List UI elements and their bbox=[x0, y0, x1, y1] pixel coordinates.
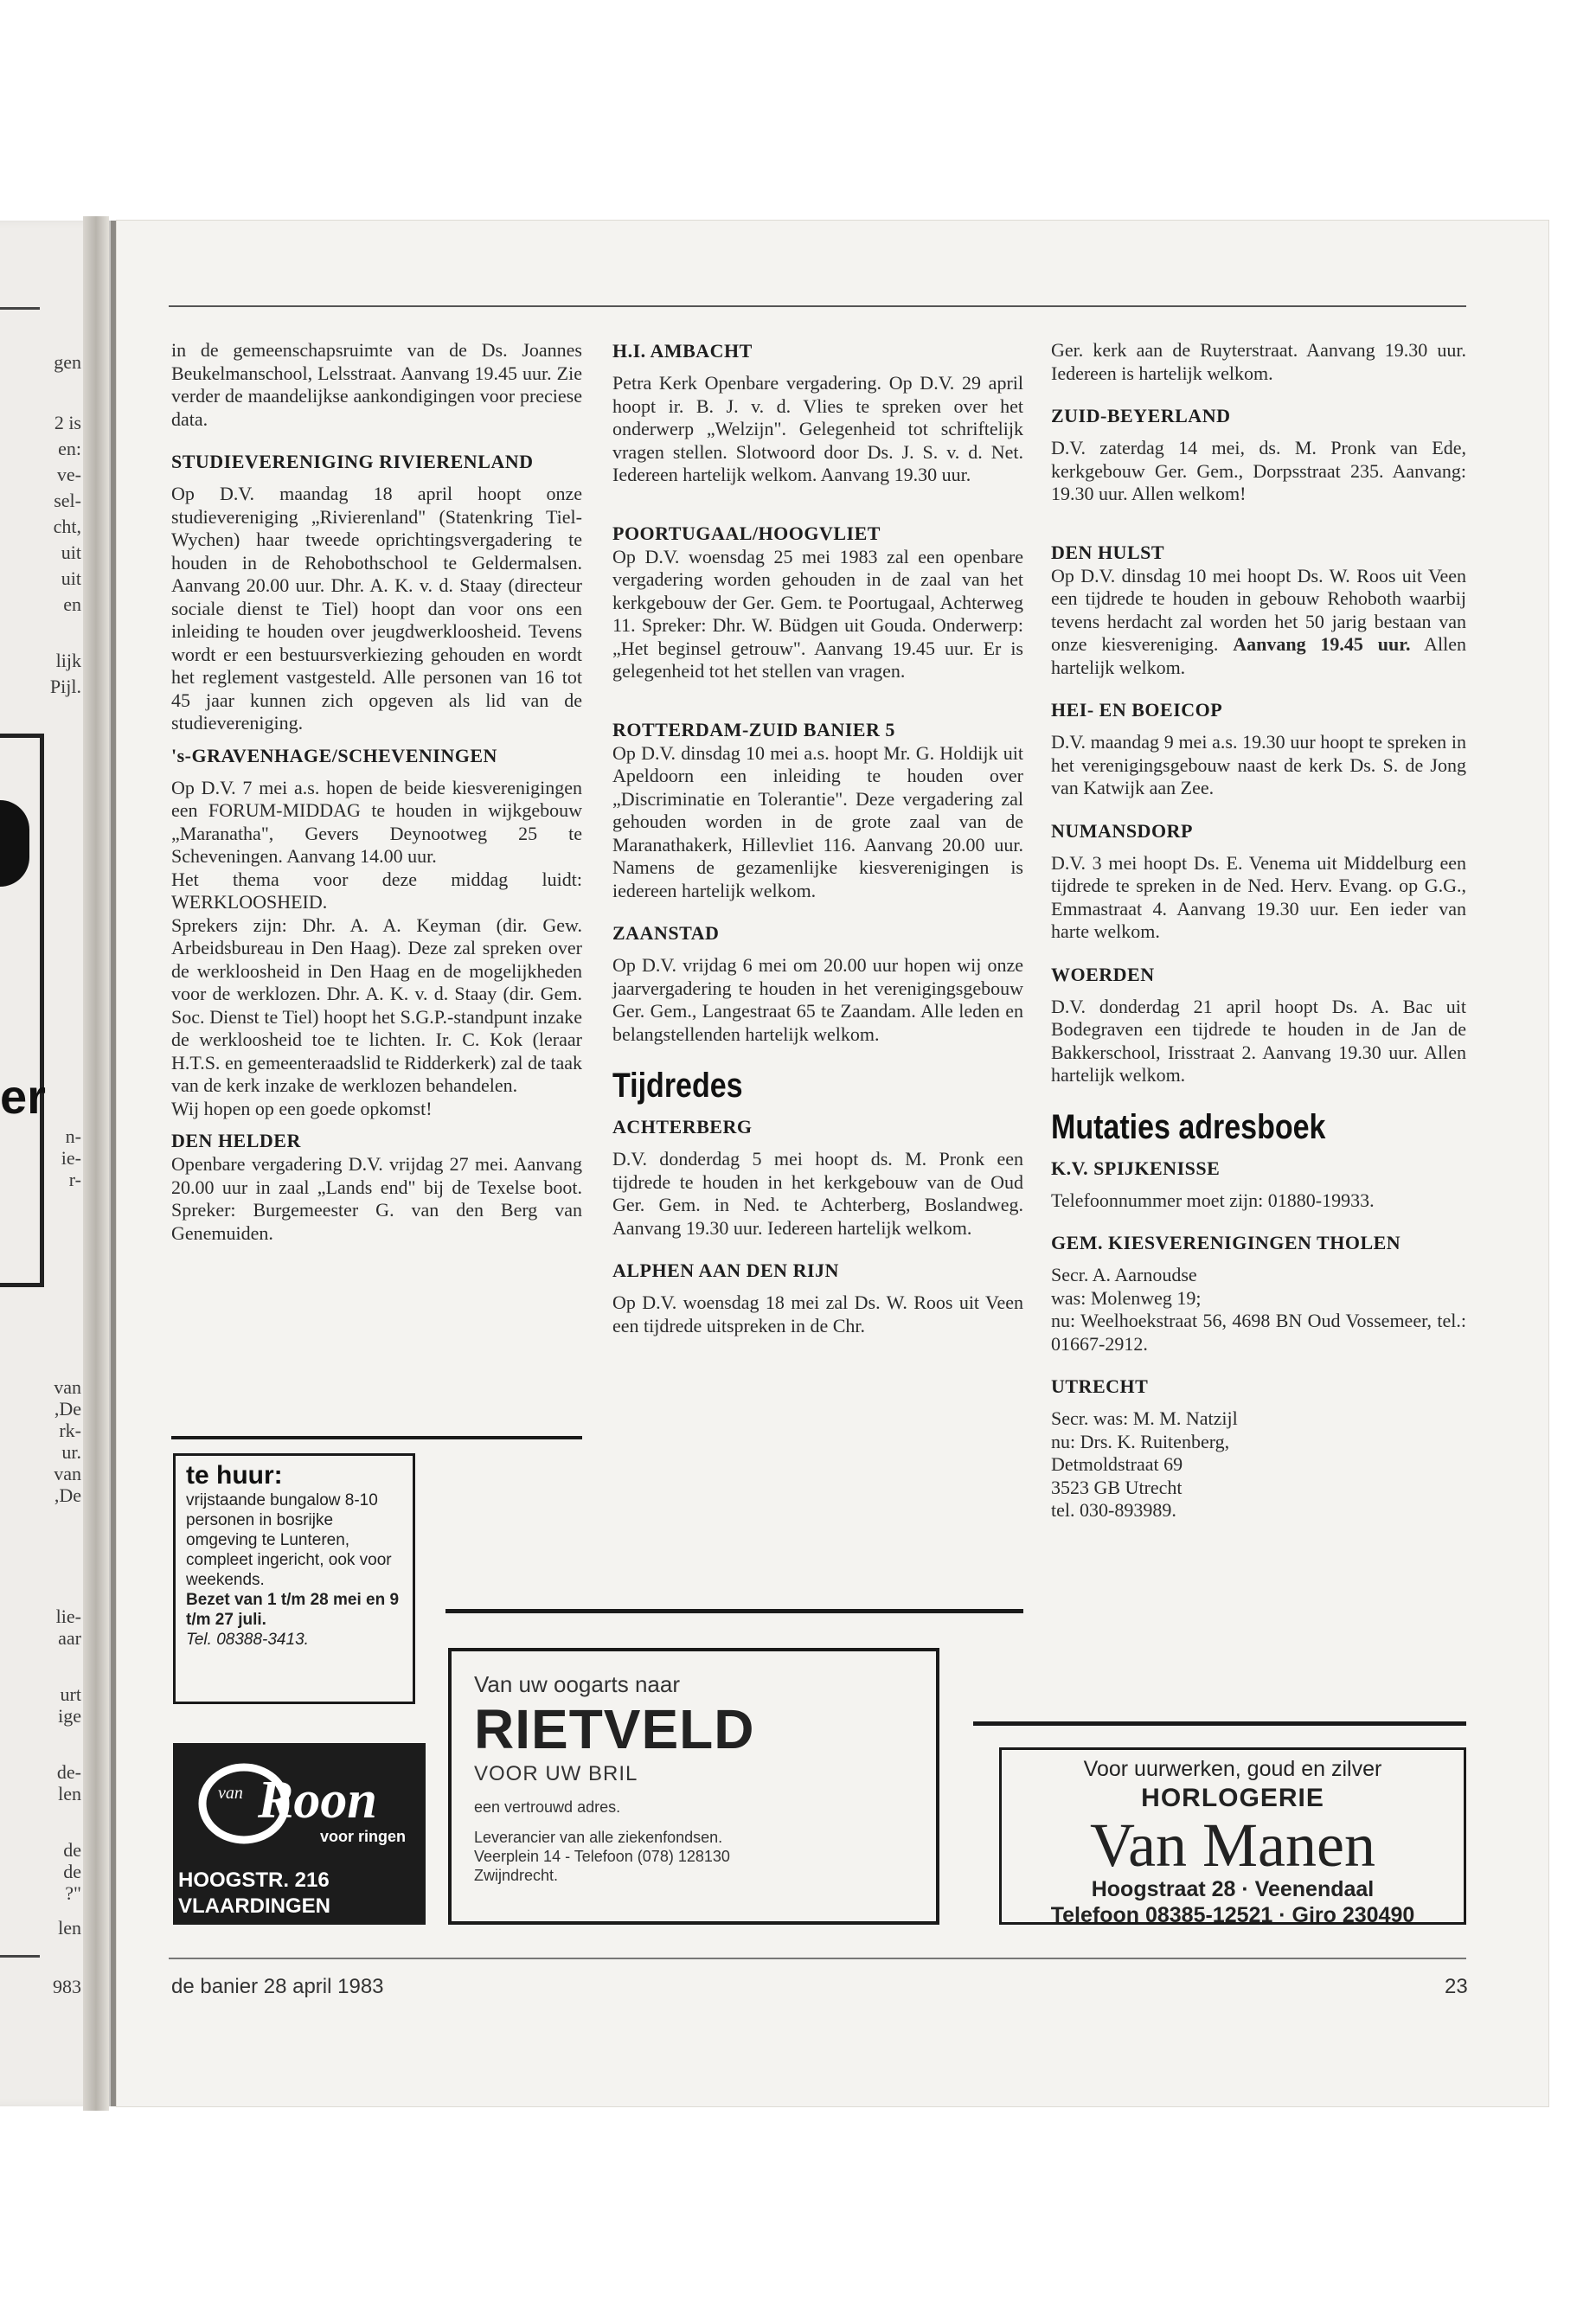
left-page-text-line: r- bbox=[68, 1169, 81, 1190]
left-page-text-line: sel- bbox=[54, 490, 81, 511]
paragraph-hi-ambacht: Petra Kerk Openbare vergadering. Op D.V. 29 april hoopt ir. B. J. v. d. Vlies te spreken over het onderwerp „Welzijn". Gelegenheid tot schriftelijk vragen stellen. Slotwoord door Ds. J. S. v. d. Net. Iedereen hartelijk welkom. Aanvang 19.30 uur. bbox=[612, 372, 1023, 485]
column-3 bbox=[1051, 339, 1466, 1522]
left-page-text-line: ie- bbox=[61, 1147, 81, 1169]
horlogerie-brand: Van Manen bbox=[1090, 1811, 1375, 1880]
heading-den-helder: DEN HELDER bbox=[171, 1130, 301, 1151]
left-page-text-line: ?" bbox=[65, 1882, 81, 1904]
ad-te-huur bbox=[173, 1453, 415, 1704]
paragraph-studievereniging: Op D.V. maandag 18 april hoopt onze studievereniging „Rivierenland" (Statenkring Tiel-Wychen) haar tweede oprichtingsvergadering te houden in de Rehobothschool te Geldermalsen. Aanvang 20.00 uur. Dhr. A. K. v. d. Staay (directeur sociale dienst te Tiel) hoopt dan voor ons een inleiding te houden over jeugdwerkloosheid. Tevens wordt er een bestuursverkiezing gehouden en wordt het reglement vastgesteld. Alle personen van 16 tot 45 jaar kunnen zich opgeven als lid van de studievereniging. bbox=[171, 483, 582, 734]
den-hulst-bold: Aanvang 19.45 uur. bbox=[1233, 633, 1411, 655]
heading-zuid-beyerland: ZUID-BEYERLAND bbox=[1051, 405, 1231, 426]
heading-rotterdam-zuid: ROTTERDAM-ZUID BANIER 5 bbox=[612, 718, 895, 740]
heading-tijdredes: Tijdredes bbox=[612, 1067, 743, 1105]
ad-horlogerie-van-manen bbox=[999, 1747, 1466, 1925]
column-2-rule bbox=[445, 1609, 1023, 1613]
left-page-text-line: urt bbox=[60, 1683, 81, 1705]
left-page-heading-fragment: er bbox=[0, 1069, 46, 1124]
heading-numansdorp: NUMANSDORP bbox=[1051, 819, 1193, 842]
column-1-rule bbox=[171, 1436, 582, 1439]
left-page-text-line: aar bbox=[58, 1627, 81, 1649]
paragraph-gravenhage-4: Wij hopen op een goede opkomst! bbox=[171, 1097, 433, 1119]
left-page-text-line: en: bbox=[58, 438, 81, 459]
heading-alphen: ALPHEN AAN DEN RIJN bbox=[612, 1259, 839, 1281]
van-roon-small-word: van bbox=[218, 1784, 243, 1803]
paragraph-gravenhage-1: Op D.V. 7 mei a.s. hopen de beide kiesverenigingen een FORUM-MIDDAG te houden in wijkgebouw „Maranatha", Gevers Deynootweg 25 te Scheveningen. Aanvang 14.00 uur. bbox=[171, 776, 582, 867]
rietveld-line-4: een vertrouwd adres. bbox=[474, 1798, 621, 1816]
paragraph-poortugaal: Op D.V. woensdag 25 mei 1983 zal een openbare vergadering worden gehouden in de zaal van het kerkgebouw der Ger. Gem. te Poortugaal, Achterweg 11. Spreker: Dhr. W. Büdgen uit Gouda. Onderwerp: „Het beginsel getrouw". Aanvang 19.45 uur. Er is gelegenheid tot het stellen van vragen. bbox=[612, 545, 1023, 682]
left-page-text-line: Pijl. bbox=[49, 676, 81, 697]
heading-den-hulst: DEN HULST bbox=[1051, 541, 1165, 563]
den-hulst-end: Allen hartelijk welkom. bbox=[1051, 633, 1466, 678]
paragraph-den-helder: Openbare vergadering D.V. vrijdag 27 mei. Aanvang 20.00 uur in zaal „Lands end" bij de Texelse boot. Spreker: Burgemeester G. van den Berg van Genemuiden. bbox=[171, 1153, 582, 1244]
left-page-rule bbox=[0, 307, 40, 310]
paragraph-rotterdam-zuid: Op D.V. dinsdag 10 mei a.s. hoopt Mr. G. Holdijk uit Apeldoorn een inleiding te houden over „Discriminatie en Tolerantie". Deze vergadering zal gehouden worden in de grote zaal van de Maranathakerk, Hillevliet 116. Aanvang 20.00 uur. Namens de gezamenlijke kiesverenigingen is iedereen hartelijk welkom. bbox=[612, 741, 1023, 901]
ad-te-huur-dates: Bezet van 1 t/m 28 mei en 9 t/m 27 juli. bbox=[186, 1591, 400, 1629]
column-2 bbox=[612, 339, 1023, 1337]
paragraph-zuid-beyerland: D.V. zaterdag 14 mei, ds. M. Pronk van Ede, kerkgebouw Ger. Gem., Dorpsstraat 235. Aanvang: 19.30 uur. Allen welkom! bbox=[1051, 437, 1466, 504]
utrecht-line-3: Detmoldstraat 69 bbox=[1051, 1453, 1183, 1475]
ad-rietveld bbox=[448, 1648, 939, 1925]
tholen-line-1: Secr. A. Aarnoudse bbox=[1051, 1264, 1197, 1285]
paragraph-gravenhage-3: Sprekers zijn: Dhr. A. A. Keyman (dir. Gew. Arbeidsbureau in Den Haag). Deze zal spreken over de werkloosheid in Den Haag en de mogelijkheden voor de werklozen. Dhr. A. K. v. d. Staay (dir. Gem. Soc. Dienst te Tiel) hoopt het S.G.P.-standpunt inzake de werkloosheid toe te lichten. Ir. C. Kok (leraar H.T.S. en gemeenteraadslid te Ridderkerk) zal de taak van de kerk inzake de werklozen behandelen. bbox=[171, 913, 582, 1096]
utrecht-line-1: Secr. was: M. M. Natzijl bbox=[1051, 1407, 1238, 1429]
heading-tholen: GEM. KIESVERENIGINGEN THOLEN bbox=[1051, 1232, 1401, 1253]
left-page-text-line: uit bbox=[61, 542, 81, 563]
left-page-text-line: cht, bbox=[53, 516, 81, 537]
paragraph-gravenhage-2: Het thema voor deze middag luidt: WERKLOOSHEID. bbox=[171, 868, 582, 913]
left-page-text-line: gen bbox=[54, 351, 81, 373]
paragraph-woerden: D.V. donderdag 21 april hoopt Ds. A. Bac uit Bodegraven een tijdrede te houden in de Jan de Bakkerschool, Irisstraat 2. Aanvang 19.30 uur. Allen hartelijk welkom. bbox=[1051, 995, 1466, 1086]
left-page-text-line: ige bbox=[58, 1705, 81, 1727]
heading-mutaties: Mutaties adresboek bbox=[1051, 1107, 1326, 1146]
horlogerie-address: Hoogstraat 28 · Veenendaal bbox=[1091, 1877, 1375, 1901]
left-page-text-line: lie- bbox=[55, 1606, 81, 1627]
heading-studievereniging: STUDIEVERENIGING RIVIERENLAND bbox=[171, 451, 534, 472]
left-page-text-line: ,De bbox=[54, 1484, 81, 1506]
left-page-text-line: ve- bbox=[56, 464, 81, 485]
horlogerie-line-1: Voor uurwerken, goud en zilver bbox=[1083, 1757, 1382, 1781]
paragraph-numansdorp: D.V. 3 mei hoopt Ds. E. Venema uit Middelburg een tijdrede te spreken in de Ned. Herv. Evang. op G.G., Emmastraat 4. Aanvang 19.30 uur. Een ieder van harte welkom. bbox=[1051, 851, 1466, 942]
heading-achterberg: ACHTERBERG bbox=[612, 1116, 753, 1138]
heading-poortugaal: POORTUGAAL/HOOGVLIET bbox=[612, 522, 881, 544]
horlogerie-phone: Telefoon 08385-12521 · Giro 230490 bbox=[1050, 1903, 1415, 1927]
left-page-text-line: ur. bbox=[61, 1441, 81, 1463]
left-page-text-line: n- bbox=[65, 1125, 81, 1147]
horlogerie-heading: HORLOGERIE bbox=[1141, 1784, 1324, 1812]
rietveld-line-1: Van uw oogarts naar bbox=[474, 1671, 680, 1697]
left-page-text-line: rk- bbox=[59, 1420, 81, 1441]
page-number: 23 bbox=[1445, 1975, 1468, 1998]
left-page-text-line: van bbox=[54, 1376, 81, 1398]
left-page-text-line: uit bbox=[61, 567, 81, 589]
footer-rule bbox=[169, 1958, 1466, 1959]
left-page-text-line: de bbox=[63, 1861, 81, 1882]
heading-spijkenisse: K.V. SPIJKENISSE bbox=[1051, 1157, 1221, 1179]
van-roon-tagline: voor ringen bbox=[320, 1828, 407, 1845]
van-roon-logo-icon bbox=[190, 1752, 415, 1864]
book-spine bbox=[83, 216, 109, 2111]
rietveld-line-3: VOOR UW BRIL bbox=[474, 1762, 638, 1785]
left-page-text-line: de- bbox=[56, 1761, 81, 1783]
paragraph-den-hulst bbox=[1051, 565, 1466, 680]
heading-hei-boeicop: HEI- EN BOEICOP bbox=[1051, 699, 1223, 721]
rietveld-line-6: Veerplein 14 - Telefoon (078) 128130 bbox=[474, 1848, 730, 1865]
heading-hi-ambacht: H.I. AMBACHT bbox=[612, 340, 753, 362]
paragraph-hei-boeicop: D.V. maandag 9 mei a.s. 19.30 uur hoopt te spreken in het verenigingsgebouw naast de kerk Ds. S. de Jong van Katwijk aan Zee. bbox=[1051, 731, 1466, 798]
utrecht-line-4: 3523 GB Utrecht bbox=[1051, 1476, 1183, 1498]
utrecht-line-2: nu: Drs. K. Ruitenberg, bbox=[1051, 1430, 1230, 1452]
rietveld-line-5: Leverancier van alle ziekenfondsen. bbox=[474, 1829, 723, 1846]
tholen-line-2: was: Molenweg 19; bbox=[1051, 1286, 1202, 1309]
column-1 bbox=[171, 339, 582, 1245]
left-page-text-line: len bbox=[58, 1783, 81, 1804]
paragraph-zaanstad: Op D.V. vrijdag 6 mei om 20.00 uur hopen wij onze jaarvergadering te houden in het verenigingsgebouw Ger. Gem., Langestraat 65 te Zaandam. Alle leden en belangstellenden hartelijk welkom. bbox=[612, 954, 1023, 1045]
tholen-line-3: nu: Weelhoekstraat 56, 4698 BN Oud Vossemeer, tel.: 01667-2912. bbox=[1051, 1310, 1466, 1355]
column-3-rule bbox=[973, 1721, 1466, 1726]
heading-zaanstad: ZAANSTAD bbox=[612, 922, 720, 944]
heading-woerden: WOERDEN bbox=[1051, 963, 1155, 985]
ad-te-huur-title: te huur: bbox=[186, 1461, 283, 1490]
paragraph-alphen: Op D.V. woensdag 18 mei zal Ds. W. Roos uit Veen een tijdrede uitspreken in de Chr. bbox=[612, 1292, 1023, 1336]
utrecht-line-5: tel. 030-893989. bbox=[1051, 1499, 1176, 1521]
van-roon-address-2: VLAARDINGEN bbox=[178, 1894, 331, 1918]
paragraph-achterberg: D.V. donderdag 5 mei hoopt ds. M. Pronk een tijdrede te houden in het kerkgebouw van de Oud Ger. Gem. in Ned. te Achterberg, Boslandweg. Aanvang 19.30 uur. Iedereen hartelijk welkom. bbox=[612, 1148, 1023, 1239]
van-roon-address bbox=[178, 1868, 330, 1920]
intro-paragraph: in de gemeenschapsruimte van de Ds. Joannes Beukelmanschool, Lelsstraat. Aanvang 19.45 uur. Zie verder de maandelijkse aankondigingen voor preciese data. bbox=[171, 339, 582, 430]
paragraph-continued: Ger. kerk aan de Ruyterstraat. Aanvang 19.30 uur. Iedereen is hartelijk welkom. bbox=[1051, 339, 1466, 384]
top-rule bbox=[169, 305, 1466, 307]
den-hulst-text: Op D.V. dinsdag 10 mei hoopt Ds. W. Roos uit Veen een tijdrede te houden in gebouw Rehoboth waarbij tevens herdacht zal worden het 50 jarig bestaan van onze kiesvereniging. bbox=[1051, 564, 1466, 655]
left-page-text-line: 983 bbox=[53, 1976, 81, 1997]
left-page-text-line: de bbox=[63, 1839, 81, 1861]
left-page-text-line: 2 is bbox=[54, 412, 81, 433]
footer-publication: de banier 28 april 1983 bbox=[171, 1975, 384, 1998]
left-page-text-line: lijk bbox=[55, 650, 81, 671]
van-roon-brand: Roon bbox=[258, 1771, 377, 1830]
rietveld-line-7: Zwijndrecht. bbox=[474, 1867, 559, 1884]
rietveld-brand: RIETVELD bbox=[474, 1698, 755, 1760]
heading-utrecht: UTRECHT bbox=[1051, 1375, 1149, 1397]
left-page-text-line: van bbox=[54, 1463, 81, 1484]
heading-gravenhage: 's-GRAVENHAGE/SCHEVENINGEN bbox=[171, 744, 497, 766]
ad-te-huur-body: vrijstaande bungalow 8-10 personen in bosrijke omgeving te Lunteren, compleet ingericht, ook voor weekends. bbox=[186, 1491, 392, 1589]
ad-van-roon bbox=[173, 1743, 426, 1925]
ad-te-huur-tel: Tel. 08388-3413. bbox=[186, 1631, 309, 1649]
left-page-text-line: ,De bbox=[54, 1398, 81, 1420]
left-page-text-line: en bbox=[63, 593, 81, 615]
van-roon-address-1: HOOGSTR. 216 bbox=[178, 1868, 330, 1892]
left-page-rule bbox=[0, 1955, 40, 1958]
paragraph-spijkenisse: Telefoonnummer moet zijn: 01880-19933. bbox=[1051, 1189, 1375, 1211]
left-page-text-line: len bbox=[58, 1917, 81, 1939]
